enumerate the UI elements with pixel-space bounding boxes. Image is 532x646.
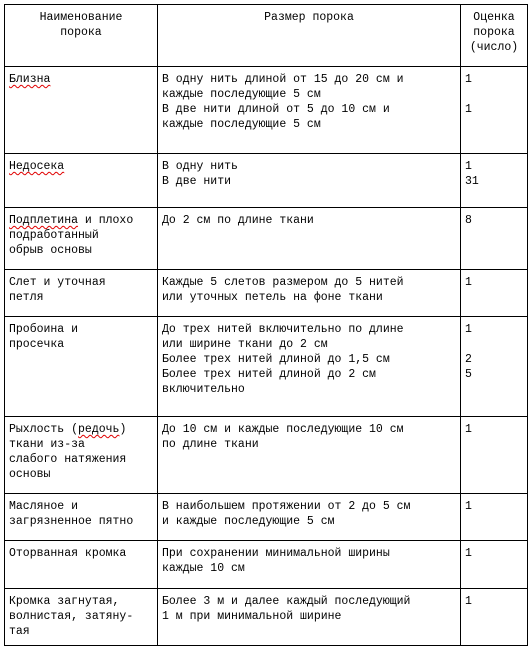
score-spacer <box>465 87 523 102</box>
defect-score-value: 1 <box>465 103 472 116</box>
defect-size-text: При сохранении минимальной ширины каждые 10 см <box>162 547 390 575</box>
defect-name-text: и плохо подработанный обрыв основы <box>9 214 134 257</box>
defect-size-text: До 10 см и каждые последующие 10 см по длине ткани <box>162 423 404 451</box>
defect-score-value: 1 <box>465 73 472 86</box>
defect-name-cell <box>5 541 158 589</box>
defect-name-cell <box>5 417 158 494</box>
defect-score-value: 1 <box>465 547 472 560</box>
defect-name-misspelled: Недосека <box>9 160 65 173</box>
defect-size-text: До 2 см по длине ткани <box>162 214 314 227</box>
defect-score-value: 5 <box>465 368 472 381</box>
defect-size-text: Каждые 5 слетов размером до 5 нитей или уточных петель на фоне ткани <box>162 276 404 304</box>
defect-name-cell <box>5 154 158 208</box>
defect-score-cell <box>461 154 528 208</box>
defect-name-cell <box>5 494 158 541</box>
defect-size-cell <box>158 541 461 589</box>
header-defect-score: Оценка порока (число) <box>461 5 528 67</box>
defect-name-cell <box>5 589 158 646</box>
defect-size-text: Более трех нитей длиной до 1,5 см <box>162 353 390 366</box>
defect-name-cell <box>5 317 158 417</box>
defect-size-cell <box>158 589 461 646</box>
table-row <box>5 317 528 417</box>
defect-size-cell <box>158 317 461 417</box>
defect-score-value: 31 <box>465 175 479 188</box>
defect-score-value: 8 <box>465 214 472 227</box>
defect-size-cell <box>158 154 461 208</box>
defect-size-cell <box>158 67 461 154</box>
defect-name-text: Пробоина и просечка <box>9 323 79 351</box>
defect-name-cell <box>5 270 158 317</box>
defect-score-cell <box>461 208 528 270</box>
defect-size-text: В две нити <box>162 175 232 188</box>
defect-score-value: 2 <box>465 353 472 366</box>
defect-size-text: В наибольшем протяжении от 2 до 5 см и каждые последующие 5 см <box>162 500 411 528</box>
header-defect-size: Размер порока <box>158 5 461 67</box>
defect-name-cell <box>5 67 158 154</box>
table-row <box>5 208 528 270</box>
table-row <box>5 494 528 541</box>
defect-score-cell <box>461 67 528 154</box>
defect-size-text: В одну нить <box>162 160 238 173</box>
defect-score-value: 1 <box>465 276 472 289</box>
table-row <box>5 154 528 208</box>
defect-name-text: Оторванная кромка <box>9 547 127 560</box>
defect-size-text: В одну нить длиной от 15 до 20 см и каждые последующие 5 см <box>162 73 404 101</box>
defect-name-text: Масляное и загрязненное пятно <box>9 500 134 528</box>
defect-score-cell <box>461 541 528 589</box>
defect-score-cell <box>461 270 528 317</box>
defect-size-text: Более 3 м и далее каждый последующий 1 м при минимальной ширине <box>162 595 411 623</box>
table-row <box>5 589 528 646</box>
defect-size-text: До трех нитей включительно по длине или ширине ткани до 2 см <box>162 323 404 351</box>
defect-size-cell <box>158 270 461 317</box>
defect-score-cell <box>461 317 528 417</box>
table-row <box>5 270 528 317</box>
table-row <box>5 541 528 589</box>
defects-table <box>4 4 528 646</box>
defect-name-cell <box>5 208 158 270</box>
defect-size-text: В две нити длиной от 5 до 10 см и каждые последующие 5 см <box>162 103 390 131</box>
defect-score-value: 1 <box>465 595 472 608</box>
defect-name-misspelled: редочь <box>78 423 120 436</box>
defect-name-text: ) ткани из-за слабого натяжения основы <box>9 423 127 481</box>
defect-name-text: Кромка загнутая, волнистая, затяну- тая <box>9 595 134 638</box>
defect-size-cell <box>158 417 461 494</box>
defect-name-misspelled: Близна <box>9 73 51 86</box>
defect-score-cell <box>461 589 528 646</box>
table-header-row <box>5 5 528 67</box>
defect-name-text: Слет и уточная петля <box>9 276 106 304</box>
defect-size-text: Более трех нитей длиной до 2 см включительно <box>162 368 376 396</box>
defect-name-text: Рыхлость ( <box>9 423 79 436</box>
defect-score-value: 1 <box>465 160 472 173</box>
defect-score-value: 1 <box>465 423 472 436</box>
defect-size-cell <box>158 208 461 270</box>
table-row <box>5 67 528 154</box>
defect-score-cell <box>461 494 528 541</box>
score-spacer <box>465 337 523 352</box>
table-row <box>5 417 528 494</box>
defect-name-misspelled: Подплетина <box>9 214 79 227</box>
defect-score-cell <box>461 417 528 494</box>
header-defect-name: Наименование порока <box>5 5 158 67</box>
defect-size-cell <box>158 494 461 541</box>
defect-score-value: 1 <box>465 323 472 336</box>
defect-score-value: 1 <box>465 500 472 513</box>
